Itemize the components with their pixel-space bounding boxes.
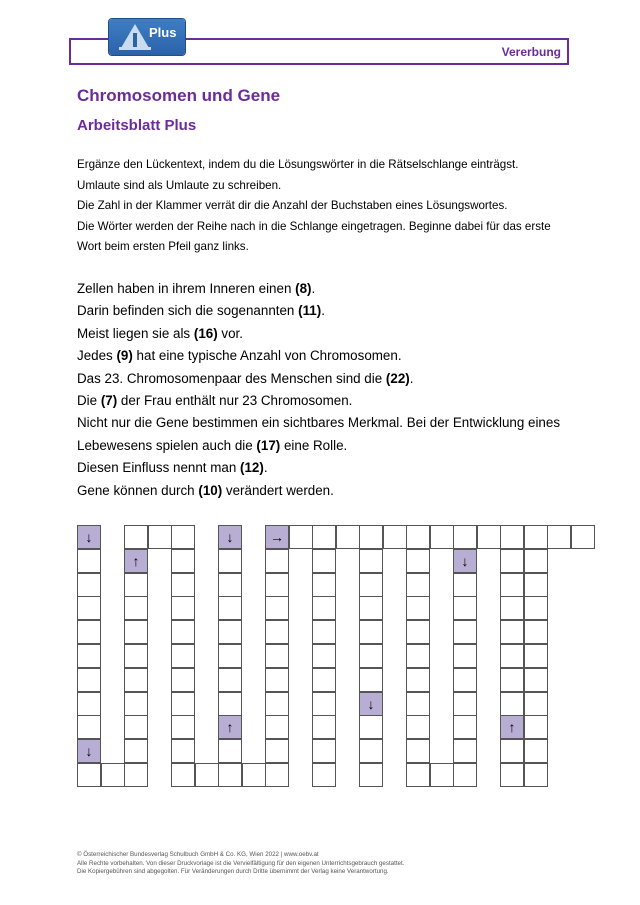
cloze-line: Zellen haben in ihrem Inneren einen (8). — [77, 281, 316, 296]
puzzle-cell[interactable] — [312, 549, 336, 573]
footer-line: © Österreichischer Bundesverlag Schulbuch GmbH & Co. KG, Wien 2022 | www.oebv.at — [77, 851, 319, 858]
puzzle-cell[interactable] — [524, 573, 548, 597]
puzzle-cell[interactable] — [265, 668, 289, 692]
footer — [77, 851, 404, 877]
puzzle-cell[interactable] — [406, 668, 430, 692]
puzzle-cell[interactable] — [242, 763, 266, 787]
puzzle-cell[interactable] — [500, 763, 524, 787]
puzzle-cell[interactable] — [171, 644, 195, 668]
puzzle-cell[interactable] — [171, 549, 195, 573]
puzzle-cell[interactable] — [171, 763, 195, 787]
puzzle-cell[interactable] — [265, 549, 289, 573]
arrow-up-icon[interactable]: ↑ — [124, 549, 148, 573]
puzzle-cell[interactable] — [218, 573, 242, 597]
puzzle-cell[interactable] — [77, 692, 101, 716]
puzzle-cell[interactable] — [218, 692, 242, 716]
puzzle-cell[interactable] — [101, 763, 125, 787]
puzzle-cell[interactable] — [312, 715, 336, 739]
puzzle-cell[interactable] — [453, 692, 477, 716]
puzzle-cell[interactable] — [500, 692, 524, 716]
instruction-line: Wort beim ersten Pfeil ganz links. — [77, 240, 249, 254]
puzzle-cell[interactable] — [336, 525, 360, 549]
puzzle-cell[interactable] — [477, 525, 501, 549]
puzzle-cell[interactable] — [171, 668, 195, 692]
logo-text: Plus — [149, 25, 177, 40]
puzzle-cell[interactable] — [406, 739, 430, 763]
puzzle-cell[interactable] — [312, 739, 336, 763]
puzzle-cell[interactable] — [77, 620, 101, 644]
puzzle-cell[interactable] — [524, 763, 548, 787]
puzzle-cell[interactable] — [124, 644, 148, 668]
puzzle-cell[interactable] — [77, 549, 101, 573]
puzzle-cell[interactable] — [453, 573, 477, 597]
puzzle-cell[interactable] — [265, 644, 289, 668]
puzzle-cell[interactable] — [265, 715, 289, 739]
puzzle-cell[interactable] — [171, 715, 195, 739]
puzzle-cell[interactable] — [500, 573, 524, 597]
puzzle-cell[interactable] — [218, 668, 242, 692]
puzzle-cell[interactable] — [265, 596, 289, 620]
puzzle-cell[interactable] — [500, 525, 524, 549]
puzzle-cell[interactable] — [312, 525, 336, 549]
puzzle-cell[interactable] — [312, 596, 336, 620]
puzzle-cell[interactable] — [312, 620, 336, 644]
puzzle-cell[interactable] — [77, 715, 101, 739]
puzzle-cell[interactable] — [524, 620, 548, 644]
puzzle-cell[interactable] — [359, 596, 383, 620]
puzzle-cell[interactable] — [406, 692, 430, 716]
puzzle-cell[interactable] — [124, 739, 148, 763]
cloze-line: Die (7) der Frau enthält nur 23 Chromosomen. — [77, 393, 353, 409]
instruction-line: Die Wörter werden der Reihe nach in die Schlange eingetragen. Beginne dabei für das erste — [77, 219, 551, 233]
letter-count: (11) — [298, 303, 322, 319]
instruction-line: Umlaute sind als Umlaute zu schreiben. — [77, 178, 282, 192]
page-title: Chromosomen und Gene — [77, 86, 281, 105]
cloze-line: Diesen Einfluss nennt man (12). — [77, 460, 268, 476]
puzzle-cell[interactable] — [289, 525, 313, 549]
letter-count: (10) — [198, 482, 223, 498]
puzzle-cell[interactable] — [124, 620, 148, 644]
puzzle-cell[interactable] — [265, 739, 289, 763]
arrow-down-icon[interactable]: ↓ — [359, 692, 383, 716]
cloze-line: Das 23. Chromosomenpaar des Menschen sind die (22). — [77, 370, 414, 386]
puzzle-cell[interactable] — [171, 525, 195, 549]
puzzle-cell[interactable] — [524, 644, 548, 668]
puzzle-cell[interactable] — [265, 620, 289, 644]
puzzle-cell[interactable] — [406, 644, 430, 668]
letter-count: (8) — [295, 281, 312, 296]
puzzle-cell[interactable] — [524, 739, 548, 763]
puzzle-cell[interactable] — [77, 596, 101, 620]
puzzle-cell[interactable] — [124, 692, 148, 716]
puzzle-cell[interactable] — [524, 668, 548, 692]
puzzle-cell[interactable] — [453, 668, 477, 692]
footer-line: Alle Rechte vorbehalten. Von dieser Druckvorlage ist die Vervielfältigung für den eigenen Unterrichtsgebrauch gestattet. — [77, 859, 405, 867]
puzzle-cell[interactable] — [312, 573, 336, 597]
puzzle-cell[interactable] — [406, 715, 430, 739]
page-subtitle: Arbeitsblatt Plus — [77, 117, 197, 134]
puzzle-cell[interactable] — [124, 715, 148, 739]
puzzle-cell[interactable] — [453, 763, 477, 787]
puzzle-cell[interactable] — [406, 763, 430, 787]
puzzle-cell[interactable] — [453, 644, 477, 668]
instructions — [77, 155, 577, 258]
puzzle-cell[interactable] — [359, 739, 383, 763]
puzzle-cell[interactable] — [524, 525, 548, 549]
puzzle-cell[interactable] — [171, 692, 195, 716]
puzzle-cell[interactable] — [218, 549, 242, 573]
puzzle-cell[interactable] — [359, 573, 383, 597]
puzzle-cell[interactable] — [312, 692, 336, 716]
puzzle-cell[interactable] — [218, 739, 242, 763]
puzzle-cell[interactable] — [124, 596, 148, 620]
puzzle-cell[interactable] — [124, 763, 148, 787]
cloze-line: Meist liegen sie als (16) vor. — [77, 325, 243, 341]
puzzle-cell[interactable] — [359, 525, 383, 549]
puzzle-cell[interactable] — [453, 620, 477, 644]
puzzle-cell[interactable] — [500, 668, 524, 692]
puzzle-cell[interactable] — [453, 715, 477, 739]
puzzle-cell[interactable] — [77, 573, 101, 597]
puzzle-cell[interactable] — [124, 573, 148, 597]
puzzle-cell[interactable] — [312, 763, 336, 787]
puzzle-cell[interactable] — [406, 620, 430, 644]
puzzle-cell[interactable] — [171, 620, 195, 644]
puzzle-cell[interactable] — [571, 525, 595, 549]
puzzle-cell[interactable] — [524, 549, 548, 573]
puzzle-cell[interactable] — [406, 596, 430, 620]
letter-count: (12) — [240, 460, 264, 476]
puzzle-cell[interactable] — [500, 739, 524, 763]
letter-count: (7) — [100, 393, 118, 409]
instruction-line: Ergänze den Lückentext, indem du die Lösungswörter in die Rätselschlange einträgst. — [77, 158, 519, 171]
puzzle-cell[interactable] — [218, 644, 242, 668]
letter-count: (17) — [256, 437, 281, 453]
puzzle-cell[interactable] — [359, 668, 383, 692]
cloze-line: Nicht nur die Gene bestimmen ein sichtbares Merkmal. Bei der Entwicklung eines — [77, 415, 561, 431]
puzzle-cell[interactable] — [406, 573, 430, 597]
arrow-down-icon[interactable]: ↓ — [77, 739, 101, 763]
section-label: Vererbung — [501, 45, 561, 59]
puzzle-cell[interactable] — [500, 549, 524, 573]
letter-count: (16) — [193, 325, 218, 341]
letter-count: (9) — [116, 348, 133, 364]
puzzle-cell[interactable] — [453, 596, 477, 620]
puzzle-cell[interactable] — [265, 763, 289, 787]
puzzle-cell[interactable] — [524, 692, 548, 716]
puzzle-cell[interactable] — [453, 739, 477, 763]
arrow-right-icon[interactable]: → — [265, 525, 289, 549]
puzzle-cell[interactable] — [77, 644, 101, 668]
puzzle-cell[interactable] — [359, 644, 383, 668]
puzzle-cell[interactable] — [77, 668, 101, 692]
arrow-up-icon[interactable]: ↑ — [218, 715, 242, 739]
cloze-line: Darin befinden sich die sogenannten (11). — [77, 303, 325, 319]
puzzle-cell[interactable] — [430, 763, 454, 787]
puzzle-cell[interactable] — [547, 525, 571, 549]
puzzle-cell[interactable] — [77, 763, 101, 787]
arrow-down-icon[interactable]: ↓ — [453, 549, 477, 573]
puzzle-cell[interactable] — [171, 739, 195, 763]
instruction-line: Die Zahl in der Klammer verrät dir die Anzahl der Buchstaben eines Lösungswortes. — [77, 199, 508, 213]
puzzle-cell[interactable] — [359, 620, 383, 644]
puzzle-cell[interactable] — [312, 668, 336, 692]
puzzle-cell[interactable] — [430, 525, 454, 549]
cloze-text — [77, 278, 577, 502]
arrow-down-icon[interactable]: ↓ — [218, 525, 242, 549]
puzzle-cell[interactable] — [524, 596, 548, 620]
arrow-up-icon[interactable]: ↑ — [500, 715, 524, 739]
cloze-line: Lebewesens spielen auch die (17) eine Rolle. — [77, 437, 348, 453]
puzzle-cell[interactable] — [124, 668, 148, 692]
puzzle-cell[interactable] — [524, 715, 548, 739]
publisher-logo — [109, 19, 185, 55]
footer-line: Die Kopiergebühren sind abgegolten. Für Veränderungen durch Dritte übernimmt der Verlag keine Verantwortung. — [77, 868, 389, 876]
puzzle-cell[interactable] — [218, 620, 242, 644]
puzzle-cell[interactable] — [406, 549, 430, 573]
puzzle-cell[interactable] — [171, 573, 195, 597]
puzzle-cell[interactable] — [171, 596, 195, 620]
puzzle-cell[interactable] — [218, 763, 242, 787]
arrow-down-icon[interactable]: ↓ — [77, 525, 101, 549]
puzzle-cell[interactable] — [359, 549, 383, 573]
puzzle-cell[interactable] — [383, 525, 407, 549]
puzzle-cell[interactable] — [359, 763, 383, 787]
puzzle-cell[interactable] — [453, 525, 477, 549]
cloze-line: Jedes (9) hat eine typische Anzahl von Chromosomen. — [77, 348, 402, 364]
cloze-line: Gene können durch (10) verändert werden. — [77, 482, 334, 498]
puzzle-cell[interactable] — [218, 596, 242, 620]
puzzle-cell[interactable] — [500, 620, 524, 644]
puzzle-cell[interactable] — [124, 525, 148, 549]
puzzle-cell[interactable] — [359, 715, 383, 739]
puzzle-cell[interactable] — [312, 644, 336, 668]
puzzle-cell[interactable] — [500, 596, 524, 620]
puzzle-cell[interactable] — [195, 763, 219, 787]
puzzle-cell[interactable] — [148, 525, 172, 549]
puzzle-cell[interactable] — [265, 692, 289, 716]
puzzle-cell[interactable] — [406, 525, 430, 549]
puzzle-cell[interactable] — [500, 644, 524, 668]
letter-count: (22) — [385, 370, 410, 386]
puzzle-cell[interactable] — [265, 573, 289, 597]
